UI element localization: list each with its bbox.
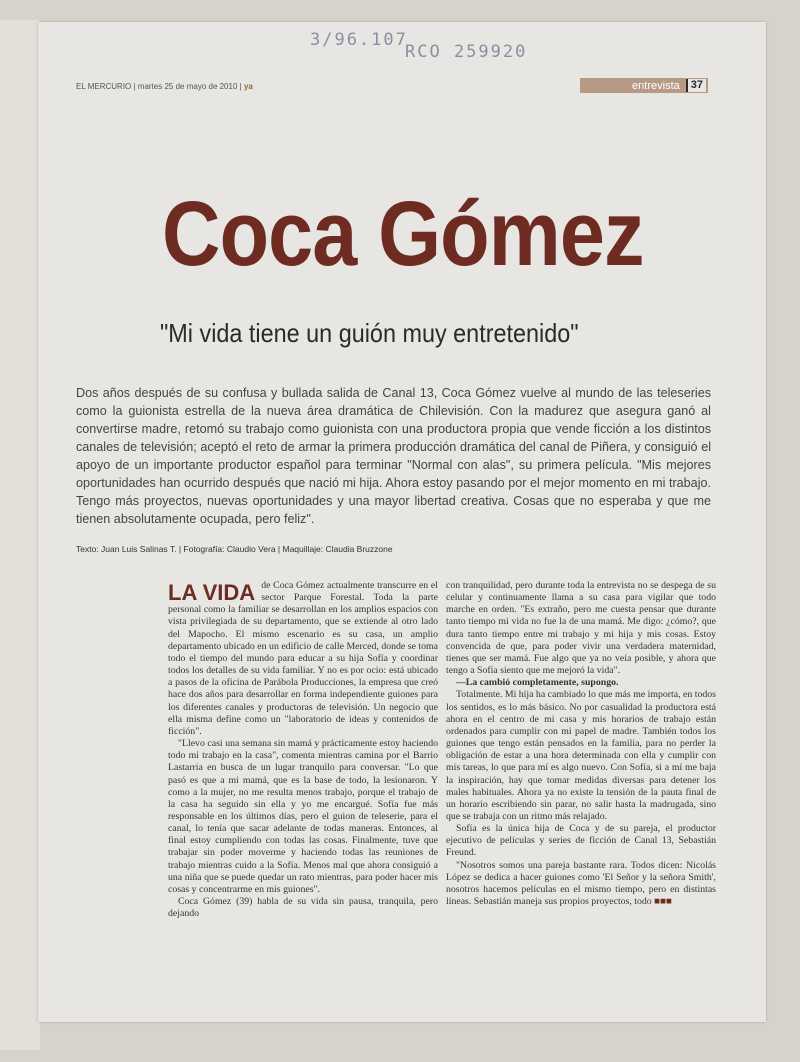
article-subtitle: "Mi vida tiene un guión muy entretenido" [160, 318, 579, 348]
article-title: Coca Gómez [162, 183, 644, 285]
section-tab [580, 78, 708, 93]
page-number: 37 [686, 79, 706, 92]
body-paragraph: "Llevo casi una semana sin mamá y prácticamente estoy haciendo todo mi trabajo en la casa", comenta mientras camina por el Barrio Lastarria en busca de un lugar tranquilo para conversar. "Lo que pasó es que a mi mamá, que es la base de todo, la lesionaron. Y como a la mujer, no me resulta menos trabajo, porque el trabajo de la casa ha seguido sin ella y yo me encargué. Sofía fue más responsable en los últimos días, pero el guion de teleserie, para el canal, lo tenía que sacar adelante de todas maneras. Entonces, al final estoy cumpliendo con todas las cosas. Finalmente, tuve que trabajar sin poder moverme y haciendo todas las reuniones de trabajo mientras cuido a la Sofía. Menos mal que ahora consiguió a una niña que se puede quedar un rato mientras, para poder hacer mis cosas y concentrarme en mis guiones". [168, 738, 438, 895]
body-text: "Nosotros somos una pareja bastante rara. Todos dicen: Nicolás López se dedica a hacer guiones como 'El Señor y la señora Smith', nosotros hacemos películas en el mismo tiempo, pero en distintas líneas. Sebastián maneja sus propios proyectos, todo [446, 859, 716, 908]
body-text: de Coca Gómez actualmente transcurre en el sector Parque Forestal. Toda la parte personal como la familiar se desarrollan en los amplios espacios con vista privilegiada de su departamento, que se extiende al otro lado del Mapocho. El mismo escenario es su casa, un amplio departamento ubicado en un edificio de calle Merced, donde se toma todo el tiempo del mundo para educar a su hija Sofía y coordinar todos los detalles de su vida familiar. Y no es por ocio: está ubicado a pasos de la oficina de Parábola Producciones, la empresa que creó hace dos años para desarrollar en forma independiente guiones para los diferentes canales y productoras de televisión. Un negocio que ella misma define como un "laboratorio de ideas y contenidos de ficción". [168, 580, 438, 737]
continuation-mark: ■■■ [654, 896, 672, 908]
running-head [76, 82, 253, 91]
scan-edge [0, 20, 40, 1050]
drop-cap-heading: LA VIDA [168, 580, 256, 605]
article-credits: Texto: Juan Luis Salinas T. | Fotografía: Claudio Vera | Maquillaje: Claudia Bruzzone [76, 544, 393, 554]
section-label: entrevista [632, 79, 680, 92]
body-paragraph [446, 860, 716, 909]
body-column-left [168, 580, 438, 920]
body-paragraph: Totalmente. Mi hija ha cambiado lo que más me importa, en todos los sentidos, es lo más básico. No por casualidad la productora está ahora en el centro de mi casa y mis horarios de trabajo están ordenados para cumplir con mi papel de madre. También todos los guiones que tengo están pensados en la familia, para no perder la obligación de estar a una hora determinada con ella y cumplir con mis tareas, lo que para mí es algo nuevo. Con Sofía, si a mí me baja la inspiración, hay que tomar medidas diversas para detener los males habituales. Ahora ya no existe la tensión de la pauta final de un horario escribiendo sin parar, no salir hasta la madrugada, sino que se trabaja con un ritmo más relajado. [446, 689, 716, 822]
handwritten-note: 3/96.107 [310, 30, 408, 50]
running-head-mark: ya [243, 82, 253, 91]
body-paragraph: con tranquilidad, pero durante toda la entrevista no se despega de su celular y continuamente llama a su casa para vigilar que todo marche en orden. "Es extraño, pero me cuesta pensar que durante tanto tiempo mi vida no fue la de una mamá. Me digo: ¿cómo?, que dura tanto tiempo entre mi trabajo y mi hija y mis cosas. Estoy convencida de que, para poder vivir una verdadera maternidad, tienes que ser mamá. Fue algo que ya no veía posible, y ahora que tengo a Sofía siento que me mejoró la vida". [446, 580, 716, 677]
article-lead: Dos años después de su confusa y bullada salida de Canal 13, Coca Gómez vuelve al mundo de las teleseries como la guionista estrella de la nueva área dramática de Chilevisión. Con la madurez que asegura ganó al convertirse madre, retomó su trabajo como guionista con una productora propia que vende ficción a los distintos canales de televisión; aceptó el reto de armar la primera producción dramática del canal de Piñera, y consiguió el apoyo de un importante productor español para terminar "Normal con alas", su primera película. "Mis mejores oportunidades han ocurrido después que nació mi hija. Ahora estoy pasando por el mejor momento en mi trabajo. Tengo más proyectos, nuevas oportunidades y una mayor libertad creativa. Cosas que no esperaba y que me tienen absolutamente ocupada, pero feliz". [76, 386, 711, 526]
running-head-text: EL MERCURIO | martes 25 de mayo de 2010 | [76, 82, 242, 91]
body-paragraph [168, 580, 438, 738]
body-column-right [446, 580, 716, 908]
body-paragraph: Coca Gómez (39) habla de su vida sin pausa, tranquila, pero dejando [168, 896, 438, 920]
handwritten-archive-code: RCO 259920 [405, 42, 528, 62]
body-paragraph: Sofía es la única hija de Coca y de su pareja, el productor ejecutivo de películas y series de ficción de Canal 13, Sebastián Freund. [446, 823, 716, 859]
interview-question: —La cambió completamente, supongo. [456, 677, 619, 689]
